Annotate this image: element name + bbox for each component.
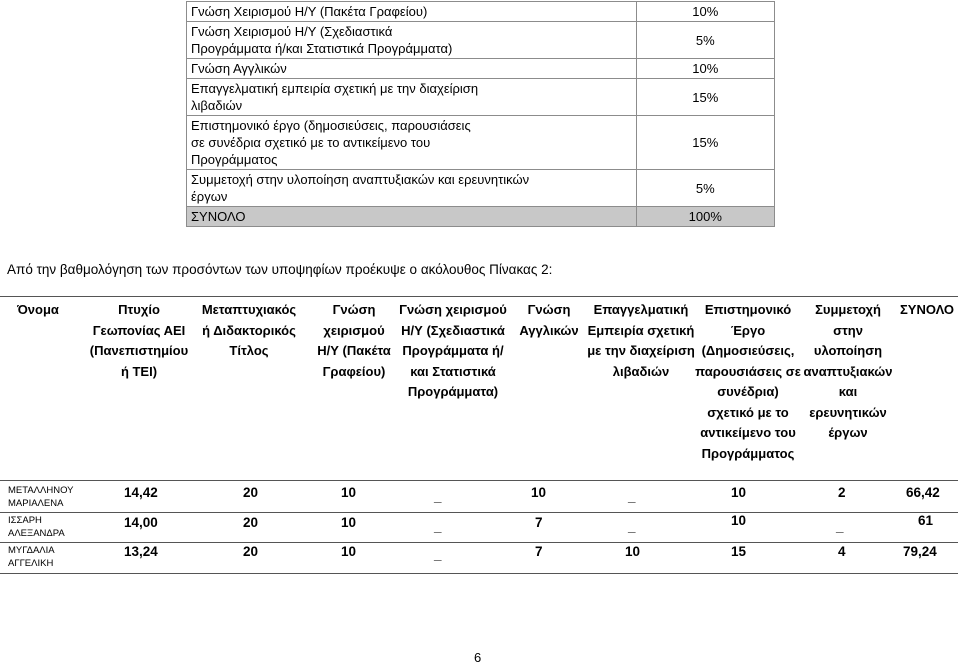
weight-cell: 5% (636, 22, 774, 59)
header-scientific-work: Επιστημονικό Έργο (Δημοσιεύσεις, παρουσιάσεις σε συνέδρια) σχετικό με το αντικείμενο του Προγράμματος (695, 302, 801, 461)
score-scientific: 10 (731, 513, 747, 528)
score-participation: 2 (838, 485, 846, 500)
header-english: Γνώση Αγγλικών (519, 302, 579, 338)
weight-cell: 15% (636, 116, 774, 170)
score-postgrad: 20 (243, 544, 259, 559)
score-design: _ (434, 519, 442, 534)
score-experience: _ (628, 489, 636, 504)
score-scientific: 10 (731, 485, 747, 500)
row-divider (0, 512, 958, 513)
weight-cell: 15% (636, 79, 774, 116)
table-row (187, 79, 775, 116)
score-degree: 13,24 (124, 544, 158, 559)
header-design-software: Γνώση χειρισμού Η/Υ (Σχεδιαστικά Προγράμματα ή/και Στατιστικά Προγράμματα) (399, 302, 507, 399)
score-english: 7 (535, 544, 543, 559)
candidate-name: ΙΣΣΑΡΗ ΑΛΕΞΑΝΔΡΑ (8, 515, 65, 539)
score-total: 61 (918, 513, 934, 528)
table-row (187, 22, 775, 59)
score-experience: _ (628, 519, 636, 534)
header-experience: Επαγγελματική Εμπειρία σχετική με την διαχείριση λιβαδιών (587, 302, 695, 379)
criterion-cell: Γνώση Χειρισμού Η/Υ (Σχεδιαστικά Προγράμματα ή/και Στατιστικά Προγράμματα) (187, 22, 637, 59)
score-degree: 14,00 (124, 515, 158, 530)
score-degree: 14,42 (124, 485, 158, 500)
weight-cell: 10% (636, 2, 774, 22)
table-row (187, 116, 775, 170)
criterion-cell: Επαγγελματική εμπειρία σχετική με την διαχείριση λιβαδιών (187, 79, 637, 116)
criterion-cell: Γνώση Χειρισμού Η/Υ (Πακέτα Γραφείου) (187, 2, 637, 22)
header-participation: Συμμετοχή στην υλοποίηση αναπτυξιακών και ερευνητικών έργων (803, 302, 893, 440)
score-design: _ (434, 547, 442, 562)
total-row (187, 207, 775, 227)
header-name: Όνομα (17, 302, 59, 317)
criteria-weights-table (186, 1, 775, 227)
header-divider (0, 480, 958, 481)
score-office: 10 (341, 515, 357, 530)
score-scientific: 15 (731, 544, 747, 559)
score-experience: 10 (625, 544, 641, 559)
score-english: 10 (531, 485, 547, 500)
intro-text: Από την βαθμολόγηση των προσόντων των υποψηφίων προέκυψε ο ακόλουθος Πίνακας 2: (7, 262, 553, 277)
criterion-cell: Γνώση Αγγλικών (187, 59, 637, 79)
score-participation: 4 (838, 544, 846, 559)
candidate-name: ΜΕΤΑΛΛΗΝΟΥ ΜΑΡΙΑΛΕΝΑ (8, 485, 74, 509)
page-number: 6 (474, 650, 482, 665)
score-postgrad: 20 (243, 515, 259, 530)
score-participation: _ (836, 519, 844, 534)
header-postgrad: Μεταπτυχιακός ή Διδακτορικός Τίτλος (201, 302, 297, 358)
table-bottom-border (0, 573, 958, 574)
score-office: 10 (341, 485, 357, 500)
weight-cell: 10% (636, 59, 774, 79)
score-total: 79,24 (903, 544, 937, 559)
table-row (187, 59, 775, 79)
weight-cell: 5% (636, 170, 774, 207)
total-label: ΣΥΝΟΛΟ (187, 207, 637, 227)
table-row (187, 2, 775, 22)
header-degree: Πτυχίο Γεωπονίας ΑΕΙ (Πανεπιστημίου ή ΤΕΙ) (89, 302, 189, 379)
criterion-cell: Επιστημονικό έργο (δημοσιεύσεις, παρουσιάσεις σε συνέδρια σχετικό με το αντικείμενο του Προγράμματος (187, 116, 637, 170)
score-office: 10 (341, 544, 357, 559)
candidate-name: ΜΥΓΔΑΛΙΑ ΑΓΓΕΛΙΚΗ (8, 545, 55, 569)
criterion-cell: Συμμετοχή στην υλοποίηση αναπτυξιακών και ερευνητικών έργων (187, 170, 637, 207)
score-postgrad: 20 (243, 485, 259, 500)
header-office-skills: Γνώση χειρισμού Η/Υ (Πακέτα Γραφείου) (317, 302, 391, 379)
score-english: 7 (535, 515, 543, 530)
total-value: 100% (636, 207, 774, 227)
header-total: ΣΥΝΟΛΟ (899, 302, 955, 317)
table-top-border (0, 296, 958, 297)
score-total: 66,42 (906, 485, 940, 500)
table-row (187, 170, 775, 207)
row-divider (0, 542, 958, 543)
score-design: _ (434, 489, 442, 504)
